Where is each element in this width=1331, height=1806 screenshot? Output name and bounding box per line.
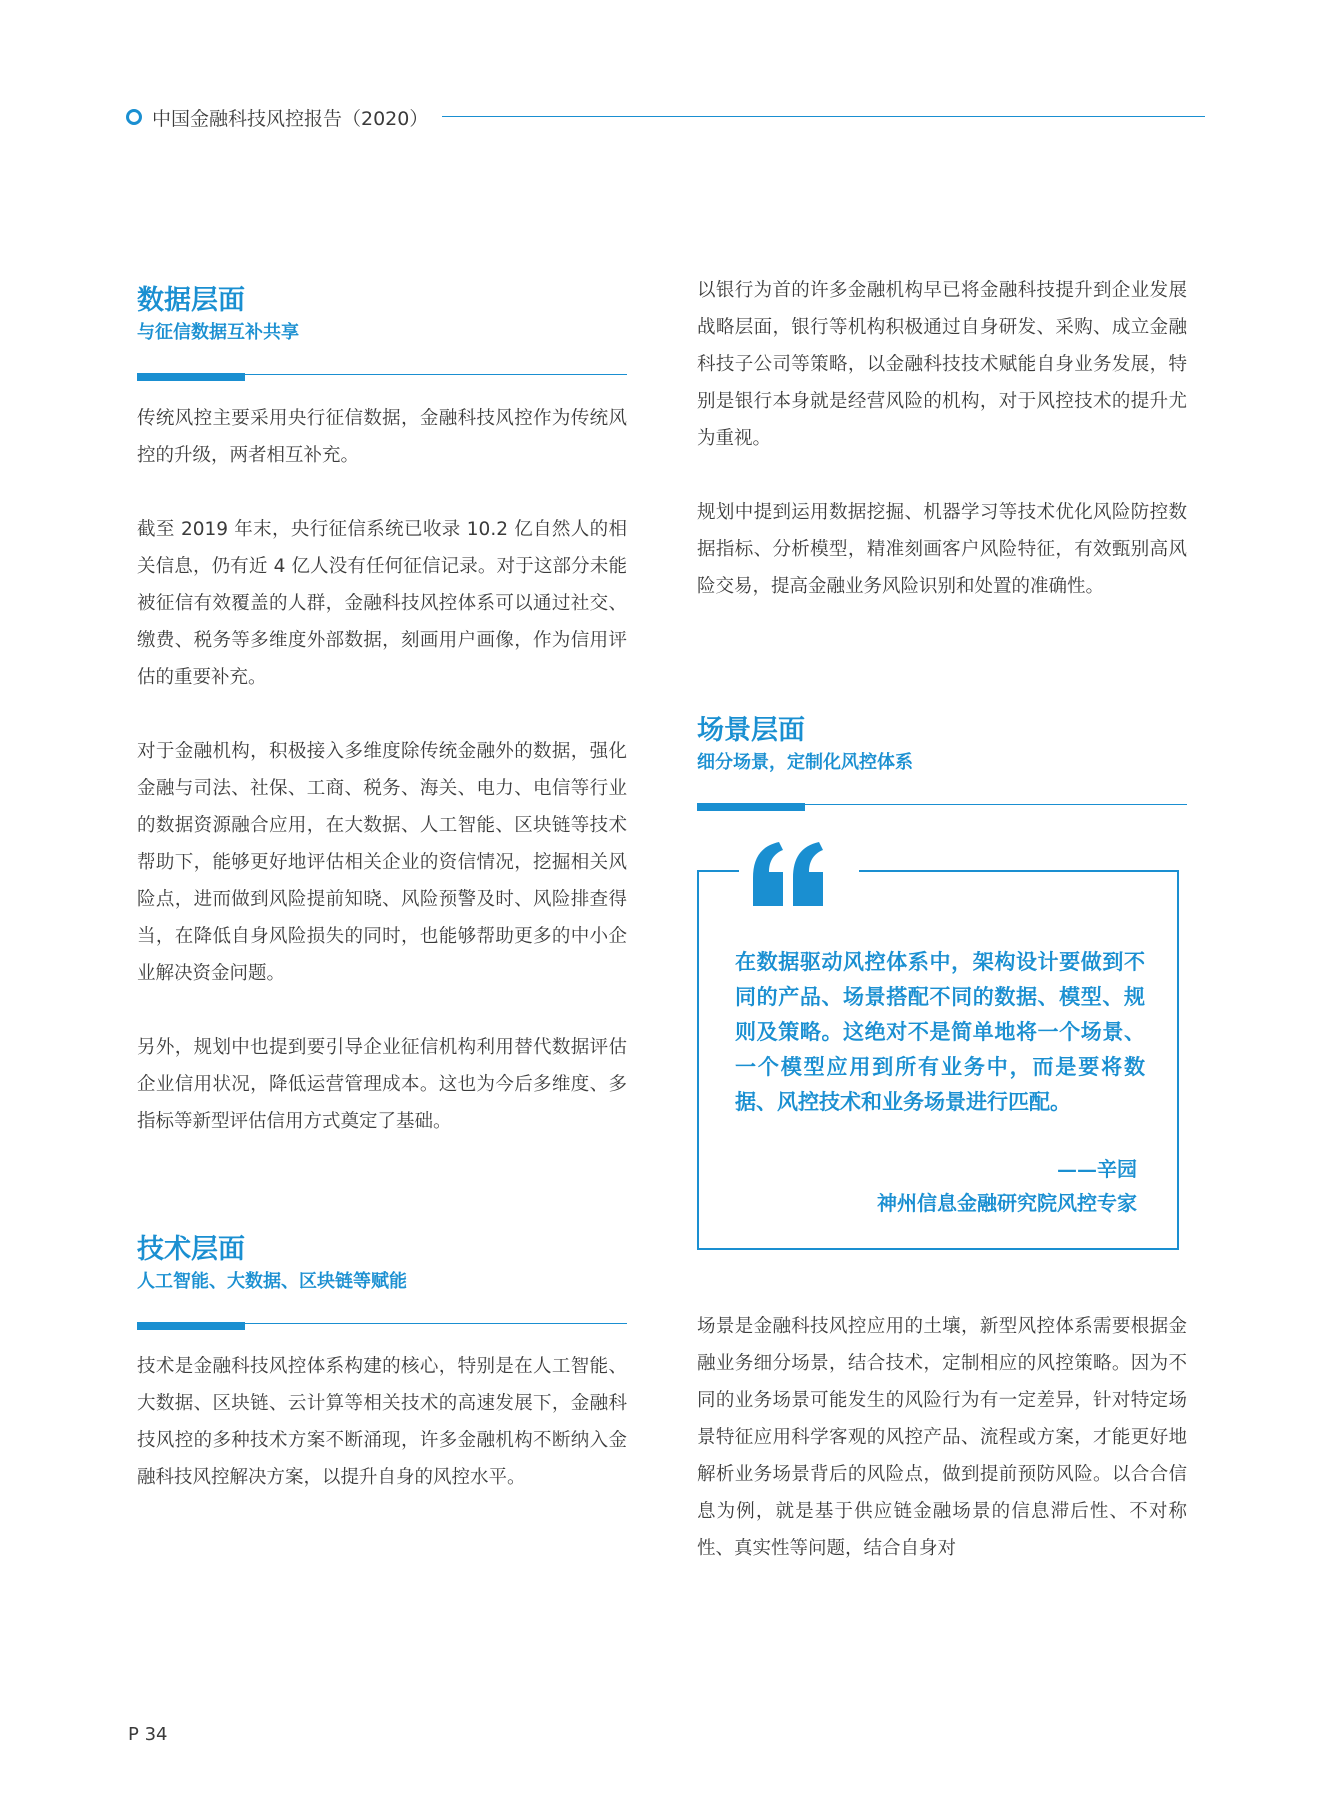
section-rule <box>697 803 1187 811</box>
quote-attribution <box>877 1152 1137 1220</box>
section-subtitle: 细分场景，定制化风控体系 <box>697 752 913 773</box>
paragraph: 技术是金融科技风控体系构建的核心，特别是在人工智能、大数据、区块链、云计算等相关技术的高速发展下，金融科技风控的多种技术方案不断涌现，许多金融机构不断纳入金融科技风控解决方案，以提升自身的风控水平。 <box>137 1356 627 1488</box>
report-title: 中国金融科技风控报告（2020） <box>152 108 429 130</box>
quote-text: 在数据驱动风控体系中，架构设计要做到不同的产品、场景搭配不同的数据、模型、规则及策略。这绝对不是简单地将一个场景、一个模型应用到所有业务中，而是要将数据、风控技术和业务场景进行匹配。 <box>735 949 1145 1114</box>
section-title: 技术层面 <box>137 1234 245 1265</box>
paragraph: 规划中提到运用数据挖掘、机器学习等技术优化风险防控数据指标、分析模型，精准刻画客户风险特征，有效甄别高风险交易，提高金融业务风险识别和处置的准确性。 <box>697 502 1187 597</box>
paragraph: 以银行为首的许多金融机构早已将金融科技提升到企业发展战略层面，银行等机构积极通过自身研发、采购、成立金融科技子公司等策略，以金融科技技术赋能自身业务发展，特别是银行本身就是经营风险的机构，对于风控技术的提升尤为重视。 <box>697 280 1187 449</box>
data-section-body <box>137 400 627 1140</box>
data-section <box>137 283 627 381</box>
section-rule <box>137 373 627 381</box>
tech-section-body <box>137 1348 627 1496</box>
header-rule <box>442 116 1205 117</box>
pull-quote <box>697 870 1179 1250</box>
tech-section <box>137 1232 627 1330</box>
paragraph: 场景是金融科技风控应用的土壤，新型风控体系需要根据金融业务细分场景，结合技术，定制相应的风控策略。因为不同的业务场景可能发生的风险行为有一定差异，针对特定场景特征应用科学客观的风控产品、流程或方案，才能更好地解析业务场景背后的风险点，做到提前预防风险。以合合信息为例，就是基于供应链金融场景的信息滞后性、不对称性、真实性等问题，结合自身对 <box>697 1316 1187 1559</box>
section-title: 数据层面 <box>137 285 245 316</box>
section-subtitle: 与征信数据互补共享 <box>137 322 299 343</box>
paragraph: 另外，规划中也提到要引导企业征信机构利用替代数据评估企业信用状况，降低运营管理成本。这也为今后多维度、多指标等新型评估信用方式奠定了基础。 <box>137 1037 627 1132</box>
quote-affiliation: 神州信息金融研究院风控专家 <box>877 1191 1137 1215</box>
scene-section <box>697 713 1187 811</box>
quote-author: ——辛园 <box>1057 1157 1137 1181</box>
paragraph: 截至 2019 年末，央行征信系统已收录 10.2 亿自然人的相关信息，仍有近 4 亿人没有任何征信记录。对于这部分未能被征信有效覆盖的人群，金融科技风控体系可以通过社交、缴费、税务等多维度外部数据，刻画用户画像，作为信用评估的重要补充。 <box>137 519 627 688</box>
section-title: 场景层面 <box>697 715 805 746</box>
intro-body <box>697 272 1187 605</box>
page-header <box>126 104 1205 132</box>
section-subtitle: 人工智能、大数据、区块链等赋能 <box>137 1271 407 1292</box>
page-number: P 34 <box>128 1724 168 1745</box>
quote-mark-icon <box>739 832 859 922</box>
paragraph: 传统风控主要采用央行征信数据，金融科技风控作为传统风控的升级，两者相互补充。 <box>137 408 627 466</box>
section-rule <box>137 1322 627 1330</box>
paragraph: 对于金融机构，积极接入多维度除传统金融外的数据，强化金融与司法、社保、工商、税务、海关、电力、电信等行业的数据资源融合应用，在大数据、人工智能、区块链等技术帮助下，能够更好地评估相关企业的资信情况，挖掘相关风险点，进而做到风险提前知晓、风险预警及时、风险排查得当，在降低自身风险损失的同时，也能够帮助更多的中小企业解决资金问题。 <box>137 741 627 984</box>
scene-section-body <box>697 1308 1187 1567</box>
header-bullet-icon <box>126 109 142 125</box>
